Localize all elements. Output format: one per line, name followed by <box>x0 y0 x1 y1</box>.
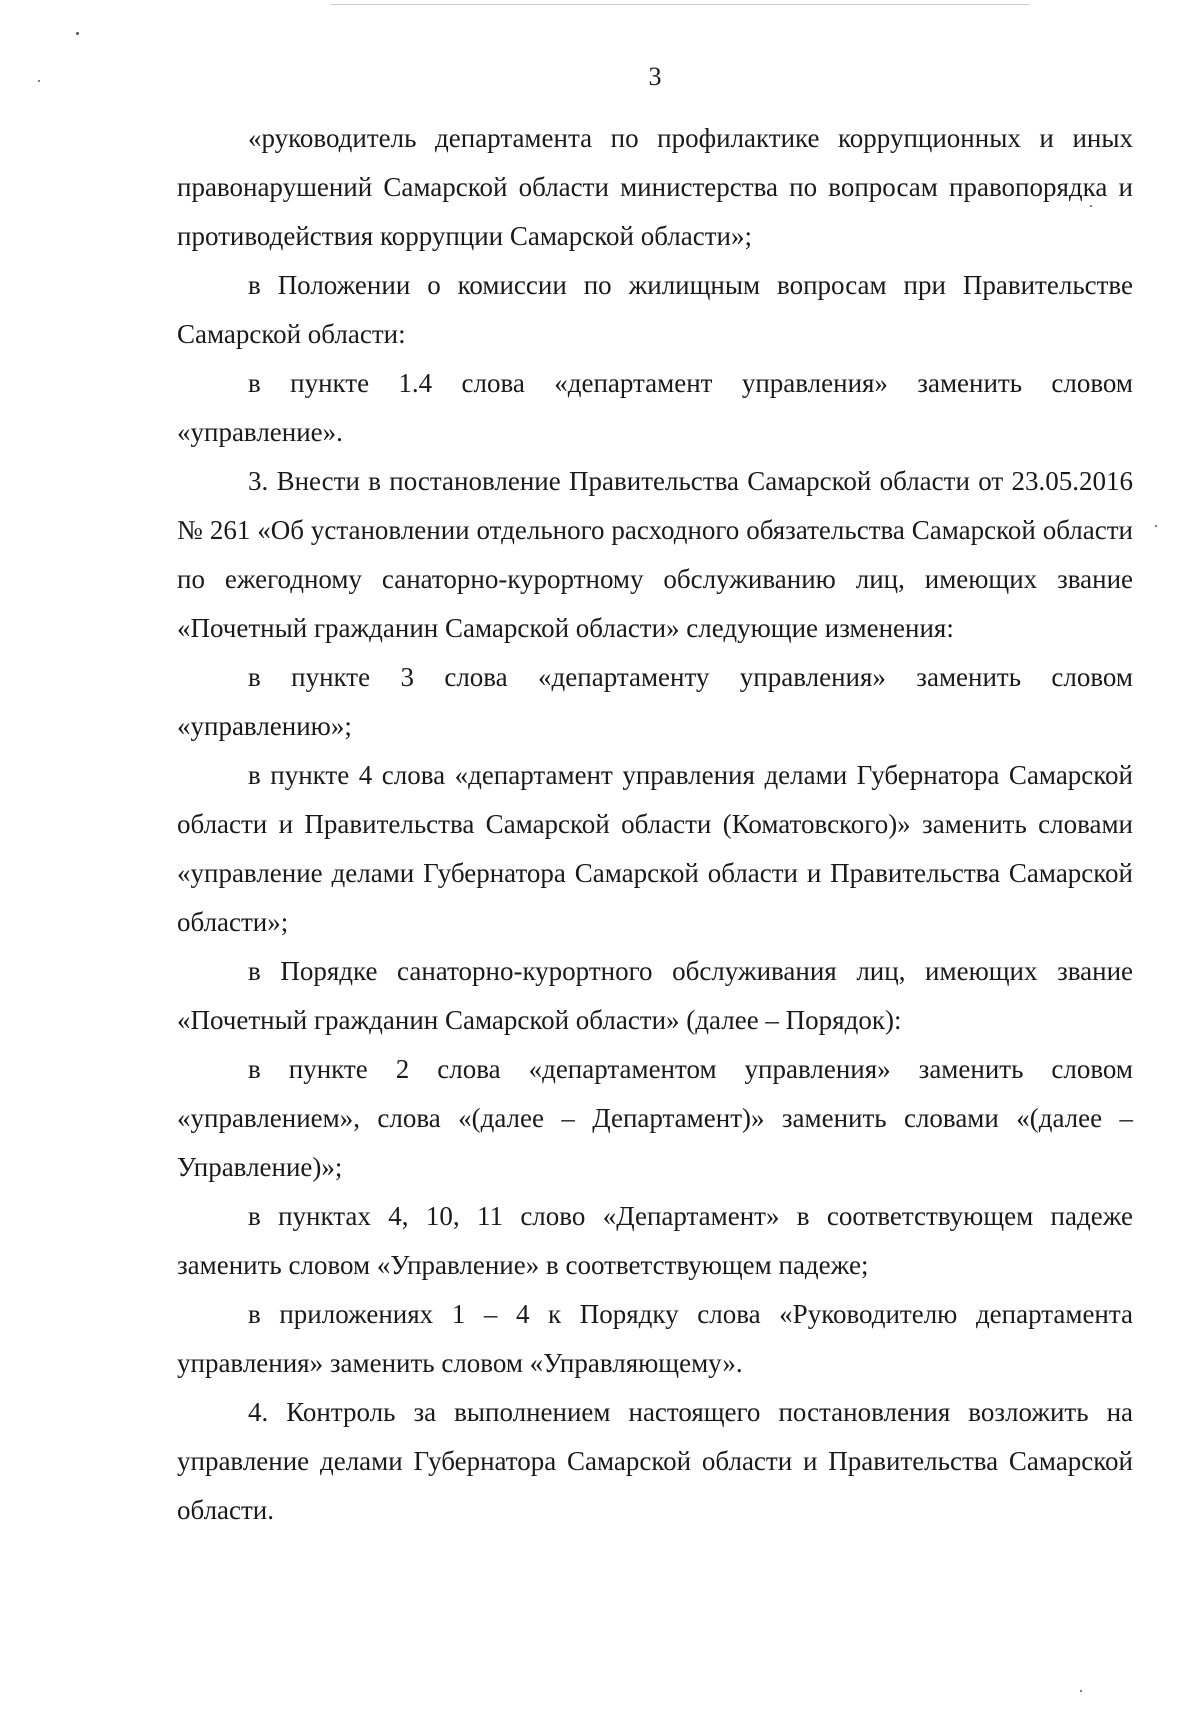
paragraph: в пунктах 4, 10, 11 слово «Департамент» в соответствующем падеже заменить словом «Управление» в соответствующем падеже; <box>177 1201 1133 1280</box>
scan-speck <box>1155 525 1157 527</box>
paragraph: в приложениях 1 – 4 к Порядку слова «Руководителю департамента управления» заменить словом «Управляющему». <box>177 1299 1133 1378</box>
paragraph: в Порядке санаторно-курортного обслуживания лиц, имеющих звание «Почетный гражданин Самарской области» (далее – Порядок): <box>177 956 1133 1035</box>
paragraph: в пункте 2 слова «департаментом управления» заменить словом «управлением», слова «(далее – Департамент)» заменить словами «(далее – Управление)»; <box>177 1054 1133 1182</box>
paragraph: 3. Внести в постановление Правительства Самарской области от 23.05.2016 № 261 «Об установлении отдельного расходного обязательства Самарской области по ежегодному санаторно-курортному обслуживанию лиц, имеющих звание «Почетный гражданин Самарской области» следующие изменения: <box>177 466 1133 643</box>
paragraph: в пункте 1.4 слова «департамент управления» заменить словом «управление». <box>177 368 1133 447</box>
page-number: 3 <box>648 62 662 91</box>
scan-edge-line <box>330 4 1030 5</box>
paragraph: 4. Контроль за выполнением настоящего постановления возложить на управление делами Губернатора Самарской области и Правительства Самарской области. <box>177 1397 1133 1525</box>
scan-speck <box>76 32 79 35</box>
paragraph: «руководитель департамента по профилактике коррупционных и иных правонарушений Самарской области министерства по вопросам правопорядка и противодействия коррупции Самарской области»; <box>177 123 1133 251</box>
paragraph: в пункте 4 слова «департамент управления делами Губернатора Самарской области и Правительства Самарской области (Коматовского)» заменить словами «управление делами Губернатора Самарской области и Правительства Самарской области»; <box>177 760 1133 937</box>
paragraph: в Положении о комиссии по жилищным вопросам при Правительстве Самарской области: <box>177 270 1133 349</box>
scan-speck <box>1080 1690 1082 1692</box>
document-body <box>177 114 1133 1535</box>
paragraph: в пункте 3 слова «департаменту управления» заменить словом «управлению»; <box>177 662 1133 741</box>
